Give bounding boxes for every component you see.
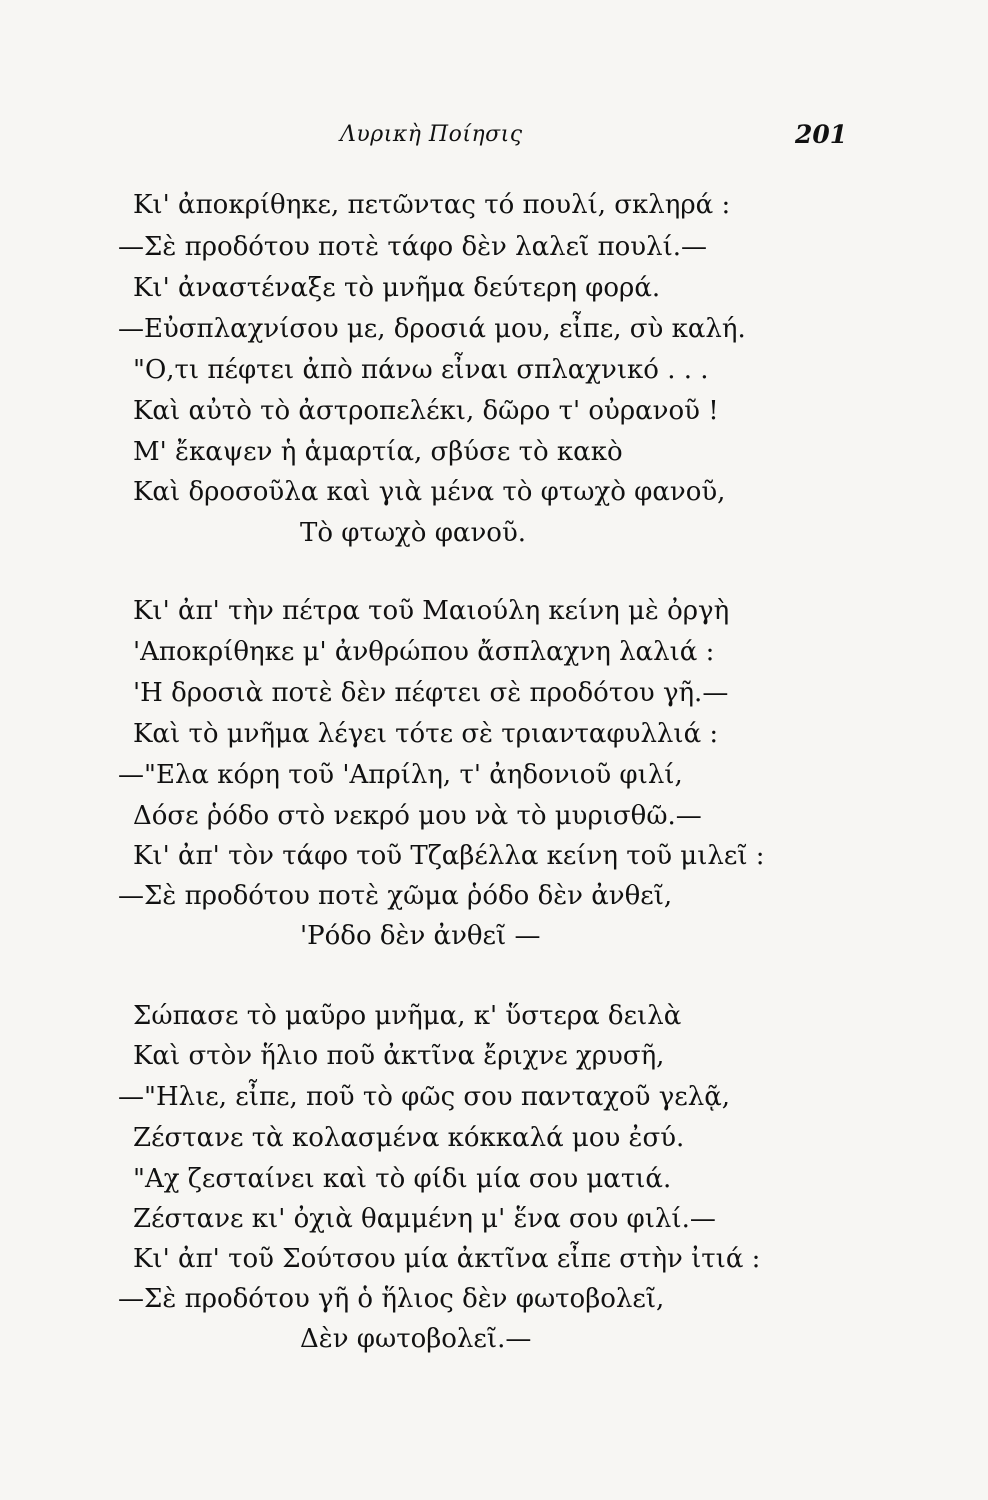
verse-line: Δόσε ῥόδο στὸ νεκρό μου νὰ τὸ μυρισθῶ.— [133,801,702,831]
verse-line: —Σὲ προδότου γῆ ὁ ἥλιος δὲν φωτοβολεῖ, [118,1284,665,1314]
verse-line: —Εὐσπλαχνίσου με, δροσιά μου, εἶπε, σὺ καλή. [118,314,746,344]
running-title: Λυρικὴ Ποίησις [340,122,523,147]
verse-line: Ζέστανε κι' ὀχιὰ θαμμένη μ' ἕνα σου φιλί.— [133,1204,716,1234]
verse-line: —"Ηλιε, εἶπε, ποῦ τὸ φῶς σου πανταχοῦ γελᾷ, [118,1082,731,1112]
verse-line: Καὶ αὐτὸ τὸ ἀστροπελέκι, δῶρο τ' οὐρανοῦ ! [133,396,719,426]
verse-line: Κι' ἀπ' τὸν τάφο τοῦ Τζαβέλλα κείνη τοῦ μιλεῖ : [133,841,765,871]
verse-line: Κι' ἀπ' τὴν πέτρα τοῦ Μαιούλη κείνη μὲ ὀργὴ [133,596,730,626]
verse-line: "Ο,τι πέφτει ἀπὸ πάνω εἶναι σπλαχνικό . . . [133,355,709,385]
verse-line: Σώπασε τὸ μαῦρο μνῆμα, κ' ὕστερα δειλὰ [133,1001,682,1031]
verse-line: 'Η δροσιὰ ποτὲ δὲν πέφτει σὲ προδότου γῆ.— [133,678,729,708]
verse-line: Κι' ἀποκρίθηκε, πετῶντας τό πουλί, σκληρά : [133,190,731,220]
verse-refrain: Δὲν φωτοβολεῖ.— [300,1324,532,1354]
verse-line: —"Ελα κόρη τοῦ 'Απρίλη, τ' ἀηδονιοῦ φιλί, [118,760,683,790]
verse-refrain: 'Ρόδο δὲν ἀνθεῖ — [300,921,541,951]
verse-line: —Σὲ προδότου ποτὲ τάφο δὲν λαλεῖ πουλί.— [118,232,708,262]
verse-line: Καὶ στὸν ἥλιο ποῦ ἀκτῖνα ἔριχνε χρυσῆ, [133,1041,665,1071]
verse-line: Κι' ἀναστέναξε τὸ μνῆμα δεύτερη φορά. [133,273,661,303]
verse-line: Μ' ἔκαψεν ἡ ἁμαρτία, σβύσε τὸ κακὸ [133,437,623,467]
verse-line: —Σὲ προδότου ποτὲ χῶμα ῥόδο δὲν ἀνθεῖ, [118,881,673,911]
page-number: 201 [795,120,848,149]
verse-line: Καὶ δροσοῦλα καὶ γιὰ μένα τὸ φτωχὸ φανοῦ, [133,477,726,507]
verse-line: Καὶ τὸ μνῆμα λέγει τότε σὲ τριανταφυλλιά : [133,719,719,749]
page-header [0,122,988,152]
verse-line: "Αχ ζεσταίνει καὶ τὸ φίδι μία σου ματιά. [133,1164,672,1194]
verse-line: Κι' ἀπ' τοῦ Σούτσου μία ἀκτῖνα εἶπε στὴν ἰτιά : [133,1244,761,1274]
verse-line: 'Αποκρίθηκε μ' ἀνθρώπου ἄσπλαχνη λαλιά : [133,637,715,667]
verse-refrain: Τὸ φτωχὸ φανοῦ. [300,518,527,548]
verse-line: Ζέστανε τὰ κολασμένα κόκκαλά μου ἐσύ. [133,1123,685,1153]
